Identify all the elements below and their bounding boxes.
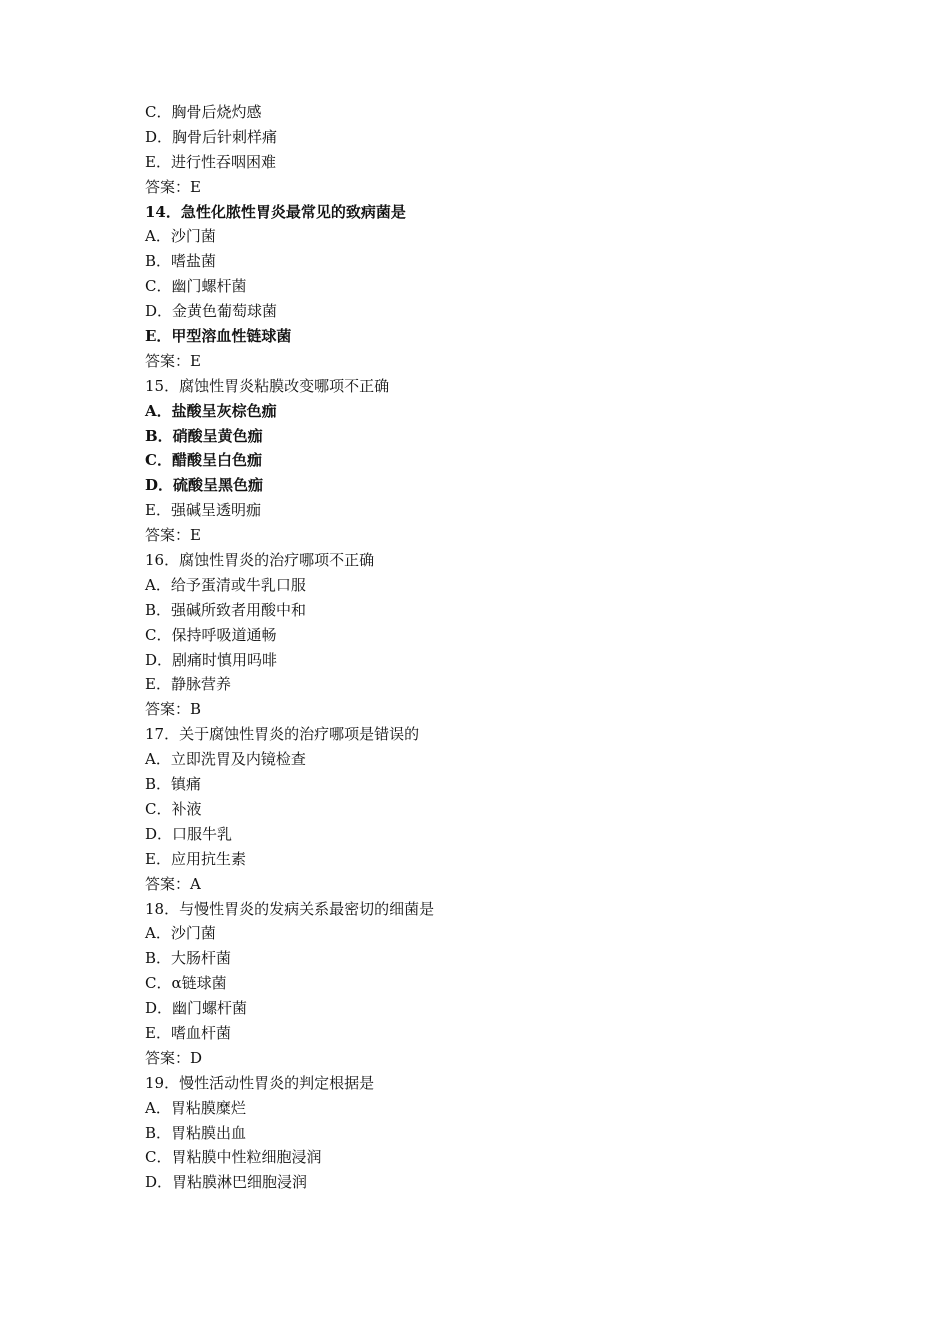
- option-c: C．保持呼吸道通畅: [145, 625, 277, 644]
- question-16: 16．腐蚀性胃炎的治疗哪项不正确: [145, 551, 375, 570]
- answer-line: 答案：E: [145, 351, 201, 370]
- option-e: E．进行性吞咽困难: [145, 152, 276, 171]
- option-d: D．口服牛乳: [145, 824, 233, 843]
- answer-line: 答案：A: [145, 874, 201, 893]
- option-e: E．应用抗生素: [145, 849, 246, 868]
- option-c: C．α链球菌: [145, 974, 227, 993]
- option-a: A．立即洗胃及内镜检查: [145, 750, 306, 769]
- option-d: D．胸骨后针刺样痛: [145, 127, 278, 146]
- answer-line: 答案：E: [145, 526, 201, 545]
- option-c: C．胸骨后烧灼感: [145, 103, 262, 121]
- question-14: 14．急性化脓性胃炎最常见的致病菌是: [145, 202, 406, 221]
- option-b: B．胃粘膜出血: [145, 1123, 247, 1142]
- document-body: [145, 100, 845, 1195]
- option-a: A．沙门菌: [145, 227, 216, 246]
- option-e: E．强碱呈透明痂: [145, 501, 261, 520]
- option-c: C．补液: [145, 799, 202, 818]
- option-b: B．镇痛: [145, 775, 202, 794]
- option-c: C．幽门螺杆菌: [145, 277, 247, 296]
- question-17: 17．关于腐蚀性胃炎的治疗哪项是错误的: [145, 725, 420, 744]
- question-18: 18．与慢性胃炎的发病关系最密切的细菌是: [145, 899, 435, 918]
- option-d: D．幽门螺杆菌: [145, 999, 248, 1018]
- option-b: B．硝酸呈黄色痂: [145, 426, 263, 445]
- option-a: A．给予蛋清或牛乳口服: [145, 575, 306, 594]
- option-a: A．胃粘膜糜烂: [145, 1098, 246, 1117]
- option-a: A．沙门菌: [145, 924, 216, 943]
- answer-line: 答案：D: [145, 1048, 203, 1067]
- option-b: B．大肠杆菌: [145, 949, 232, 968]
- option-b: B．强碱所致者用酸中和: [145, 600, 307, 619]
- option-d: D．硫酸呈黑色痂: [145, 476, 264, 495]
- option-e: E．甲型溶血性链球菌: [145, 327, 292, 346]
- option-b: B．嗜盐菌: [145, 252, 217, 271]
- option-e: E．嗜血杆菌: [145, 1023, 231, 1042]
- answer-line: 答案：B: [145, 700, 202, 719]
- option-d: D．金黄色葡萄球菌: [145, 302, 278, 321]
- question-15: 15．腐蚀性胃炎粘膜改变哪项不正确: [145, 376, 390, 395]
- answer-line: 答案：E: [145, 177, 201, 196]
- option-d: D．剧痛时慎用吗啡: [145, 650, 278, 669]
- option-e: E．静脉营养: [145, 675, 231, 694]
- option-c: C．醋酸呈白色痂: [145, 451, 262, 470]
- question-19: 19．慢性活动性胃炎的判定根据是: [145, 1073, 375, 1092]
- option-a: A．盐酸呈灰棕色痂: [145, 401, 277, 420]
- option-d: D．胃粘膜淋巴细胞浸润: [145, 1173, 308, 1192]
- option-c: C．胃粘膜中性粒细胞浸润: [145, 1148, 322, 1167]
